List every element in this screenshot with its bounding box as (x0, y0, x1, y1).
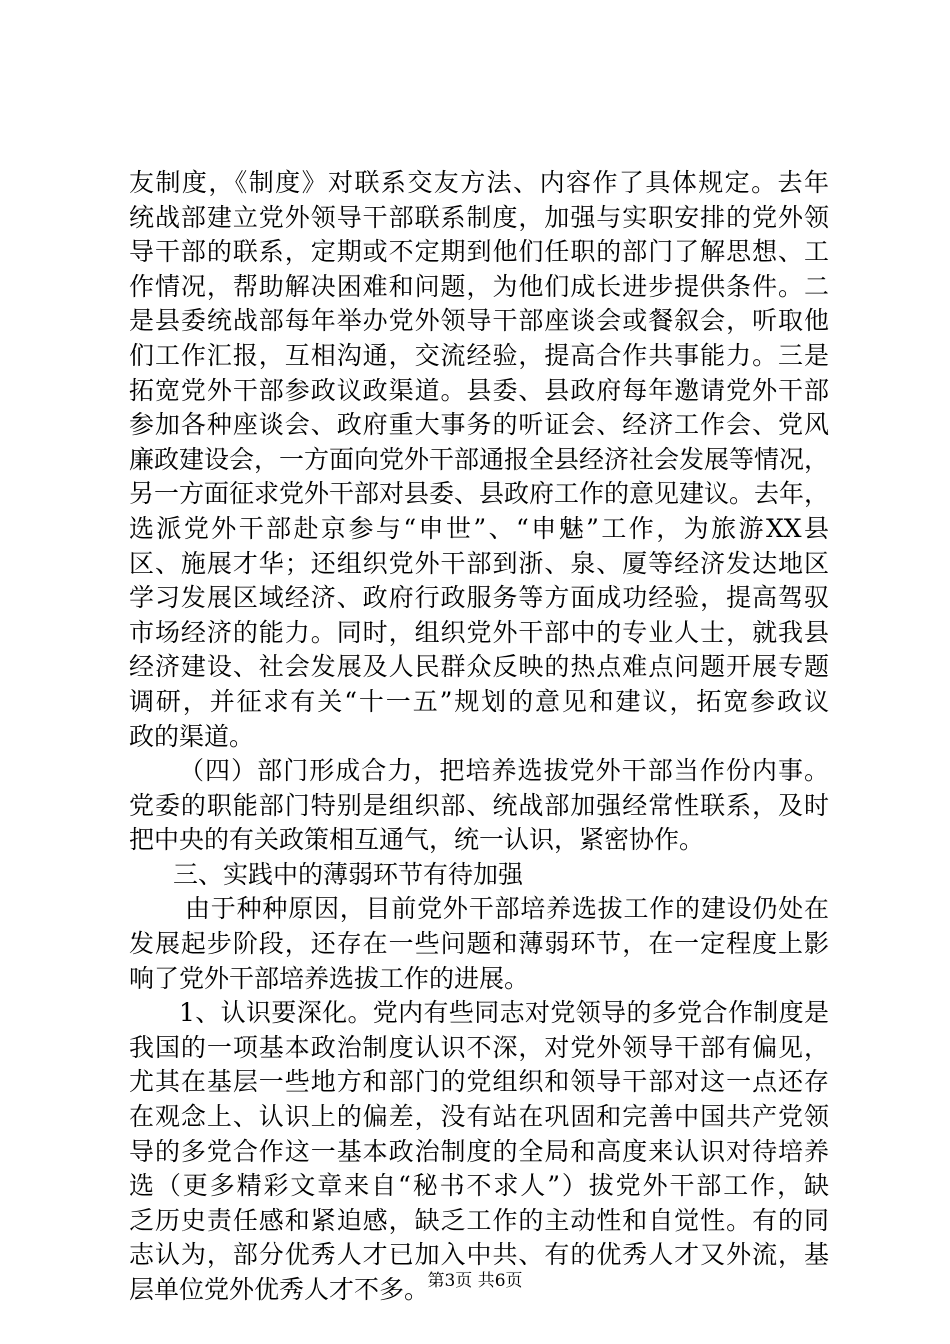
text-line: 由于种种原因，目前党外干部培养选拔工作的建设仍处在 (185, 894, 829, 924)
text-line: 导的多党合作这一基本政治制度的全局和高度来认识对待培养 (129, 1136, 829, 1166)
text-line: 在观念上、认识上的偏差，没有站在巩固和完善中国共产党领 (129, 1102, 829, 1132)
text-line: 志认为，部分优秀人才已加入中共、有的优秀人才又外流，基 (129, 1240, 829, 1270)
page-number: 第3页 共6页 (427, 1271, 523, 1291)
text-line: 区、施展才华；还组织党外干部到浙、泉、厦等经济发达地区 (129, 548, 829, 578)
text-line: 乏历史责任感和紧迫感，缺乏工作的主动性和自觉性。有的同 (129, 1205, 829, 1235)
text-line: 市场经济的能力。同时，组织党外干部中的专业人士，就我县 (129, 617, 829, 647)
text-line: 政的渠道。 (129, 721, 255, 751)
text-line: 尤其在基层一些地方和部门的党组织和领导干部对这一点还存 (129, 1067, 829, 1097)
text-line: 友制度，《制度》对联系交友方法、内容作了具体规定。去年 (129, 168, 829, 197)
text-line: 选（更多精彩文章来自“秘书不求人”）拔党外干部工作，缺 (129, 1171, 829, 1201)
text-line: 作情况，帮助解决困难和问题，为他们成长进步提供条件。二 (129, 271, 829, 301)
text-line: 选派党外干部赴京参与“申世”、“申魅”工作，为旅游XX县 (129, 513, 829, 543)
section-heading: （四）部门形成合力，把培养选拔党外干部当作份内事。 (179, 756, 829, 786)
text-line: 我国的一项基本政治制度认识不深，对党外领导干部有偏见， (129, 1032, 829, 1062)
text-line: 廉政建设会，一方面向党外干部通报全县经济社会发展等情况， (129, 444, 830, 474)
text-line: 响了党外干部培养选拔工作的进展。 (129, 963, 530, 993)
text-line: 们工作汇报，互相沟通，交流经验，提高合作共事能力。三是 (129, 340, 829, 370)
text-line: 统战部建立党外领导干部联系制度，加强与实职安排的党外领 (129, 202, 829, 232)
text-line: 另一方面征求党外干部对县委、县政府工作的意见建议。去年， (129, 479, 830, 509)
text-line: 是县委统战部每年举办党外领导干部座谈会或餐叙会，听取他 (129, 306, 829, 336)
section-heading: 三、实践中的薄弱环节有待加强 (173, 859, 524, 889)
text-line: 把中央的有关政策相互通气，统一认识，紧密协作。 (129, 825, 705, 855)
text-line: 发展起步阶段，还存在一些问题和薄弱环节，在一定程度上影 (129, 929, 829, 959)
text-line: 经济建设、社会发展及人民群众反映的热点难点问题开展专题 (129, 652, 829, 682)
text-line: 导干部的联系，定期或不定期到他们任职的部门了解思想、工 (129, 237, 829, 267)
text-line: 学习发展区域经济、政府行政服务等方面成功经验，提高驾驭 (129, 583, 829, 613)
document-body (129, 166, 829, 1308)
text-line: 参加各种座谈会、政府重大事务的听证会、经济工作会、党风 (129, 410, 829, 440)
text-line: 党委的职能部门特别是组织部、统战部加强经常性联系，及时 (129, 790, 829, 820)
text-line: 调研，并征求有关“十一五”规划的意见和建议，拓宽参政议 (129, 686, 829, 716)
text-line: 1、认识要深化。党内有些同志对党领导的多党合作制度是 (179, 998, 829, 1028)
text-line: 拓宽党外干部参政议政渠道。县委、县政府每年邀请党外干部 (129, 375, 829, 405)
text-line: 层单位党外优秀人才不多。 (129, 1275, 430, 1304)
